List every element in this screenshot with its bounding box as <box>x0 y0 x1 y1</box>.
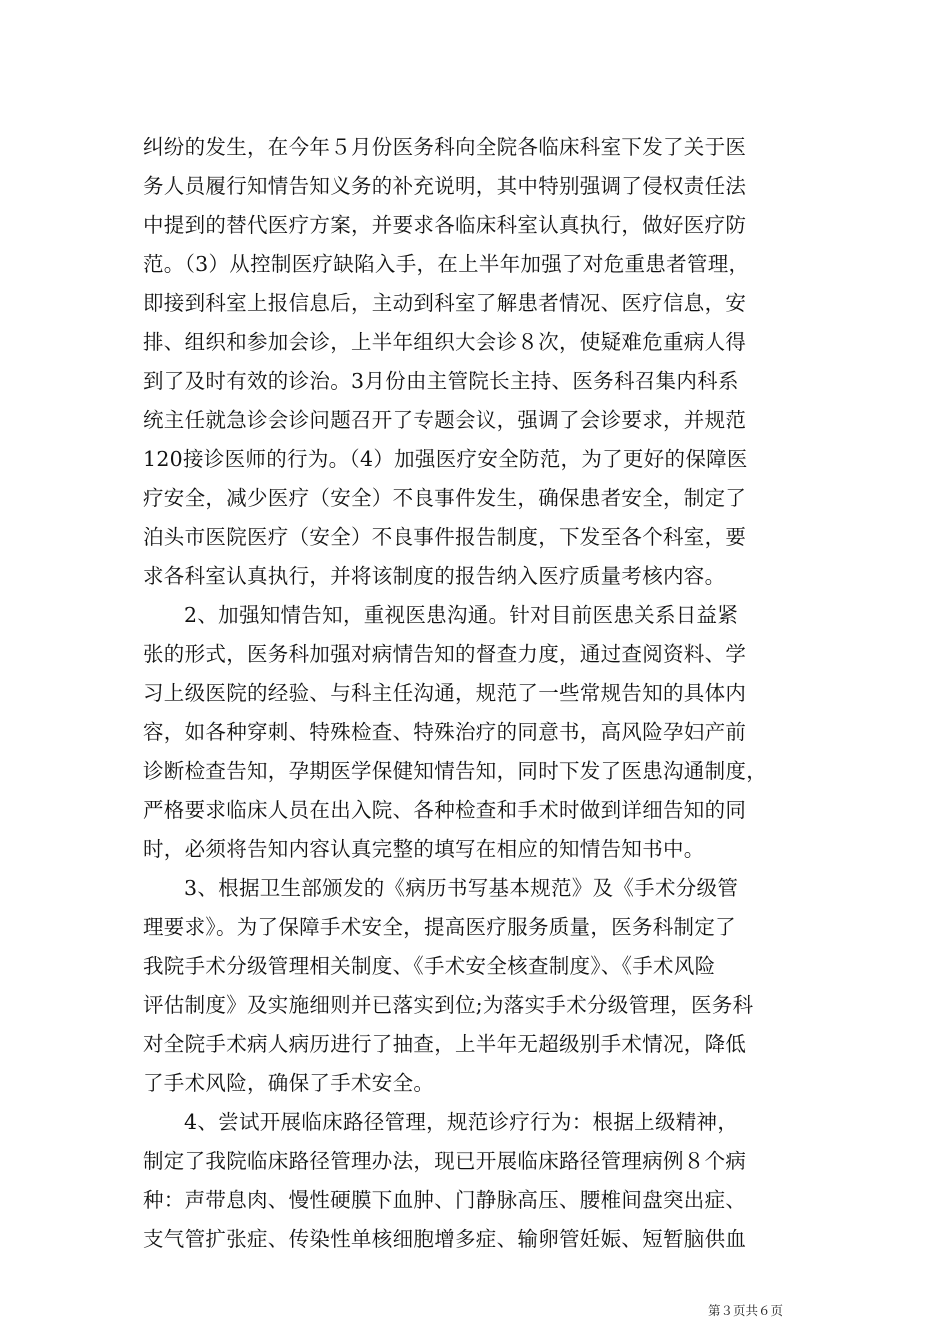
text-line: 务人员履行知情告知义务的补充说明，其中特别强调了侵权责任法 <box>143 174 747 198</box>
text-line: 范。（3）从控制医疗缺陷入手，在上半年加强了对危重患者管理， <box>143 252 750 276</box>
text-line: 即接到科室上报信息后，主动到科室了解患者情况、医疗信息，安 <box>143 291 747 315</box>
text-line: 120接诊医师的行为。（4）加强医疗安全防范，为了更好的保障医 <box>143 447 748 471</box>
paragraph-3-start: 3、根据卫生部颁发的《病历书写基本规范》及《手术分级管 <box>184 876 739 900</box>
text-line: 制定了我院临床路径管理办法，现已开展临床路径管理病例８个病 <box>143 1149 747 1173</box>
text-line: 理要求》。为了保障手术安全，提高医疗服务质量，医务科制定了 <box>143 915 736 939</box>
text-line: 对全院手术病人病历进行了抽查，上半年无超级别手术情况，降低 <box>143 1032 747 1056</box>
text-line: 习上级医院的经验、与科主任沟通，规范了一些常规告知的具体内 <box>143 681 747 705</box>
text-line: 我院手术分级管理相关制度、《手术安全核查制度》、《手术风险 <box>143 954 716 978</box>
text-line: 排、组织和参加会诊，上半年组织大会诊８次，使疑难危重病人得 <box>143 330 747 354</box>
text-line: 容，如各种穿刺、特殊检查、特殊治疗的同意书，高风险孕妇产前 <box>143 720 747 744</box>
text-line: 疗安全，减少医疗（安全）不良事件发生，确保患者安全，制定了 <box>143 486 747 510</box>
text-line: 支气管扩张症、传染性单核细胞增多症、输卵管妊娠、短暂脑供血 <box>143 1227 747 1251</box>
text-line: 泊头市医院医疗（安全）不良事件报告制度，下发至各个科室，要 <box>143 525 747 549</box>
text-line: 种：声带息肉、慢性硬膜下血肿、门静脉高压、腰椎间盘突出症、 <box>143 1188 747 1212</box>
page-number: 第３页共６页 <box>708 1303 784 1318</box>
text-line: 张的形式，医务科加强对病情告知的督查力度，通过查阅资料、学 <box>143 642 747 666</box>
paragraph-2-start: 2、加强知情告知，重视医患沟通。针对目前医患关系日益紧 <box>184 603 739 627</box>
text-line: 纠纷的发生，在今年５月份医务科向全院各临床科室下发了关于医 <box>143 135 747 159</box>
text-line: 评估制度》及实施细则并已落实到位;为落实手术分级管理，医务科 <box>143 993 754 1017</box>
paragraph-4-start: 4、尝试开展临床路径管理，规范诊疗行为：根据上级精神， <box>184 1110 739 1134</box>
text-line: 中提到的替代医疗方案，并要求各临床科室认真执行，做好医疗防 <box>143 213 747 237</box>
text-line: 到了及时有效的诊治。3月份由主管院长主持、医务科召集内科系 <box>143 369 739 393</box>
text-line: 严格要求临床人员在出入院、各种检查和手术时做到详细告知的同 <box>143 798 747 822</box>
text-line: 诊断检查告知，孕期医学保健知情告知，同时下发了医患沟通制度， <box>143 759 767 783</box>
body-text <box>143 128 823 1259</box>
text-line: 了手术风险，确保了手术安全。 <box>143 1071 435 1095</box>
text-line: 统主任就急诊会诊问题召开了专题会议，强调了会诊要求，并规范 <box>143 408 747 432</box>
text-line: 时，必须将告知内容认真完整的填写在相应的知情告知书中。 <box>143 837 705 861</box>
text-line: 求各科室认真执行，并将该制度的报告纳入医疗质量考核内容。 <box>143 564 726 588</box>
